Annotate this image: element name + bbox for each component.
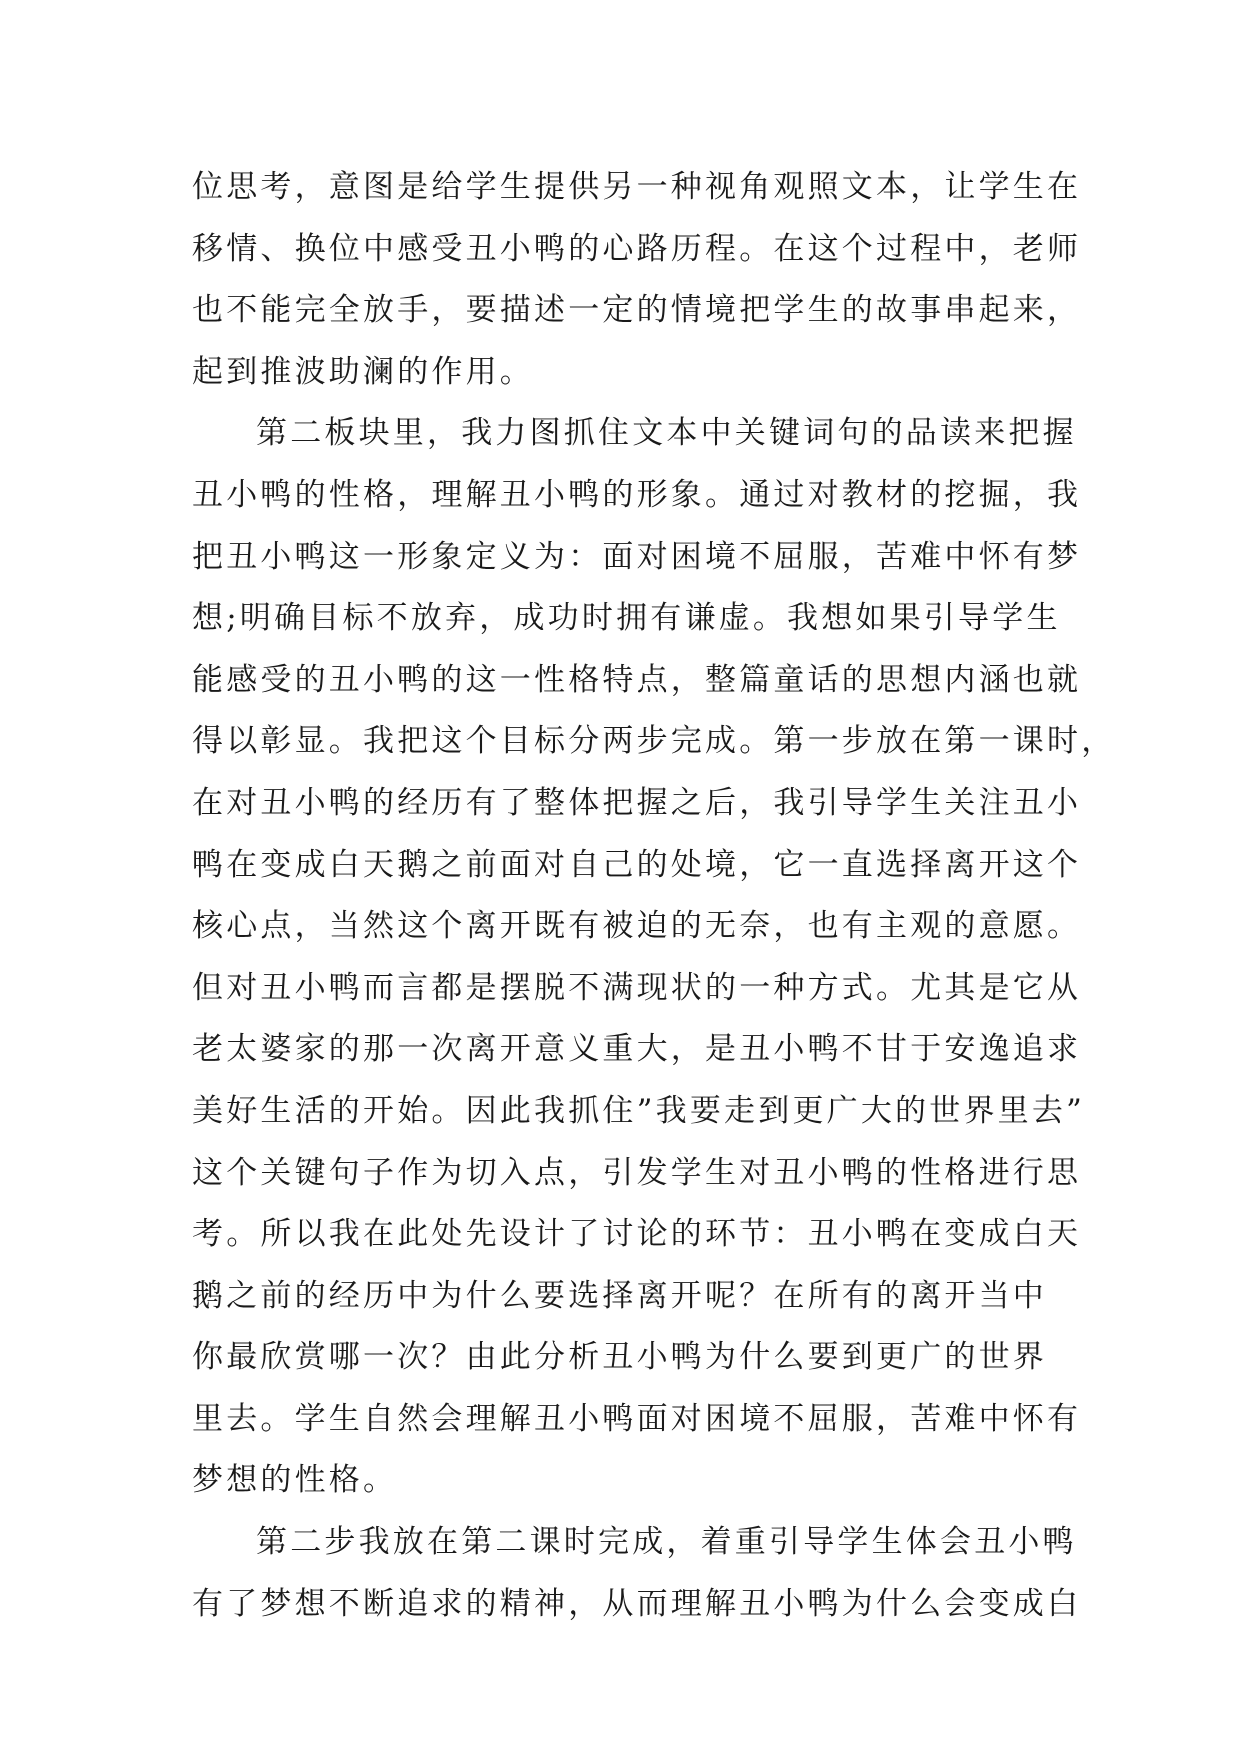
text-line: 这个关键句子作为切入点，引发学生对丑小鸭的性格进行思 xyxy=(192,1154,1082,1191)
text-line: 起到推波助澜的作用。 xyxy=(192,353,534,390)
text-line: 鹅之前的经历中为什么要选择离开呢？在所有的离开当中 xyxy=(192,1277,1047,1314)
text-line: 第二步我放在第二课时完成，着重引导学生体会丑小鸭 xyxy=(256,1524,1077,1561)
text-line: 位思考，意图是给学生提供另一种视角观照文本，让学生在 xyxy=(192,169,1082,205)
text-line: 也不能完全放手，要描述一定的情境把学生的故事串起来， xyxy=(192,292,1082,329)
text-line: 在对丑小鸭的经历有了整体把握之后，我引导学生关注丑小 xyxy=(192,784,1082,821)
text-line: 美好生活的开始。因此我抓住”我要走到更广大的世界里去” xyxy=(192,1092,1086,1129)
text-line: 里去。学生自然会理解丑小鸭面对困境不屈服，苦难中怀有 xyxy=(192,1400,1082,1437)
text-line: 把丑小鸭这一形象定义为：面对困境不屈服，苦难中怀有梦 xyxy=(192,538,1082,575)
text-line: 梦想的性格。 xyxy=(192,1462,398,1499)
text-line: 想;明确目标不放弃，成功时拥有谦虚。我想如果引导学生 xyxy=(192,600,1061,637)
text-line: 第二板块里，我力图抓住文本中关键词句的品读来把握 xyxy=(256,415,1077,452)
text-line: 考。所以我在此处先设计了讨论的环节：丑小鸭在变成白天 xyxy=(192,1216,1082,1253)
text-line: 移情、换位中感受丑小鸭的心路历程。在这个过程中，老师 xyxy=(192,230,1082,267)
text-line: 丑小鸭的性格，理解丑小鸭的形象。通过对教材的挖掘，我 xyxy=(192,476,1082,513)
text-line: 核心点，当然这个离开既有被迫的无奈，也有主观的意愿。 xyxy=(192,908,1082,945)
text-line: 老太婆家的那一次离开意义重大，是丑小鸭不甘于安逸追求 xyxy=(192,1031,1082,1068)
text-line: 但对丑小鸭而言都是摆脱不满现状的一种方式。尤其是它从 xyxy=(192,969,1082,1006)
text-line: 鸭在变成白天鹅之前面对自己的处境，它一直选择离开这个 xyxy=(192,846,1082,883)
text-line: 有了梦想不断追求的精神，从而理解丑小鸭为什么会变成白 xyxy=(192,1585,1082,1622)
text-line: 得以彰显。我把这个目标分两步完成。第一步放在第一课时， xyxy=(192,723,1116,760)
text-line: 能感受的丑小鸭的这一性格特点，整篇童话的思想内涵也就 xyxy=(192,661,1082,698)
body-text xyxy=(192,157,1116,1635)
text-line: 你最欣赏哪一次？由此分析丑小鸭为什么要到更广的世界 xyxy=(192,1339,1047,1376)
